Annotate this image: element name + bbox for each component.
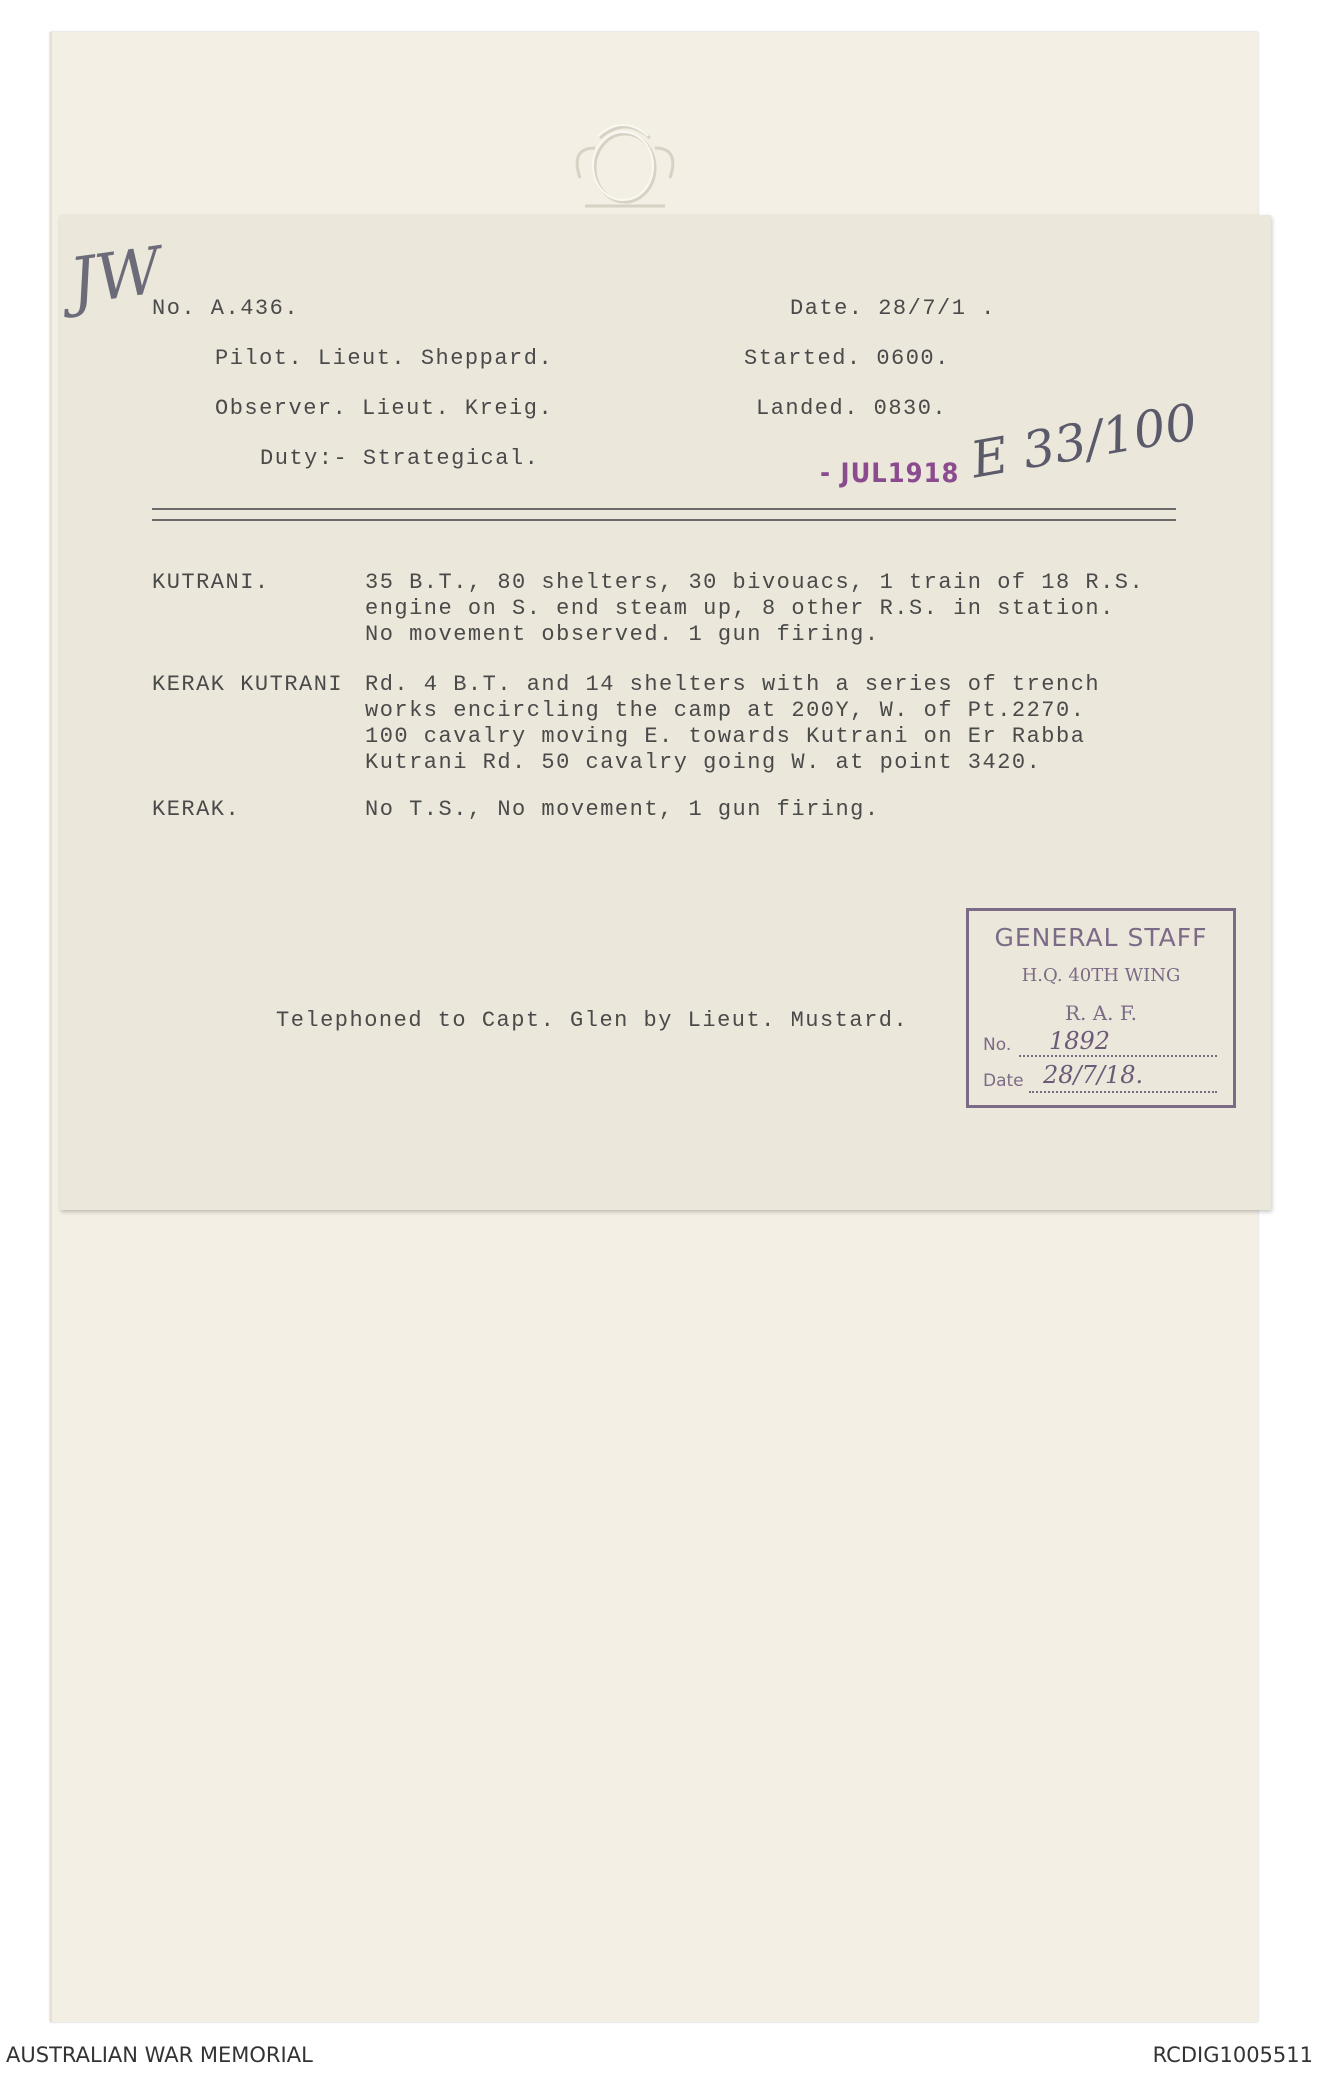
report-line: works encircling the camp at 200Y, W. of Pt.2270. (365, 698, 1086, 723)
embossed-crest-icon (560, 108, 690, 218)
margin-initials: JW (65, 233, 167, 321)
footer-catalogue-id: RCDIG1005511 (1152, 2043, 1313, 2067)
stamp-no-value: 1892 (1049, 1027, 1111, 1055)
received-date-text: JUL1918 (840, 458, 960, 489)
stamp-title: GENERAL STAFF (994, 923, 1208, 952)
footer-institution: AUSTRALIAN WAR MEMORIAL (6, 2043, 313, 2067)
report-place: KERAK. (152, 797, 241, 822)
date-field: Date. 28/7/1 . (790, 296, 996, 321)
stamp-date-value: 28/7/18. (1043, 1061, 1144, 1089)
telephoned-note: Telephoned to Capt. Glen by Lieut. Mustard. (276, 1008, 909, 1033)
general-staff-stamp (966, 908, 1236, 1108)
double-rule-divider (152, 508, 1176, 521)
landed-field: Landed. 0830. (756, 396, 948, 421)
received-date-stamp: - JUL1918 (820, 458, 960, 489)
stamp-unit: H.Q. 40TH WING (1021, 965, 1181, 986)
stamp-no-label: No. (983, 1035, 1012, 1055)
report-line: 35 B.T., 80 shelters, 30 bivouacs, 1 train of 18 R.S. (365, 570, 1145, 595)
report-line: Rd. 4 B.T. and 14 shelters with a series of trench (365, 672, 1101, 697)
report-place: KERAK KUTRANI (152, 672, 344, 697)
observer-field: Observer. Lieut. Kreig. (215, 396, 554, 421)
started-field: Started. 0600. (744, 346, 950, 371)
report-line: No movement observed. 1 gun firing. (365, 622, 880, 647)
report-line: 100 cavalry moving E. towards Kutrani on Er Rabba (365, 724, 1086, 749)
file-reference: E 33/100 (966, 392, 1202, 490)
stamp-date-label: Date (983, 1071, 1024, 1091)
pilot-field: Pilot. Lieut. Sheppard. (215, 346, 554, 371)
stamp-service: R. A. F. (1064, 1001, 1138, 1025)
report-line: engine on S. end steam up, 8 other R.S. in station. (365, 596, 1115, 621)
report-line: Kutrani Rd. 50 cavalry going W. at point 3420. (365, 750, 1042, 775)
report-place: KUTRANI. (152, 570, 270, 595)
duty-field: Duty:- Strategical. (260, 446, 540, 471)
stamp-date-line (1029, 1091, 1217, 1093)
report-line: No T.S., No movement, 1 gun firing. (365, 797, 880, 822)
stamp-no-line (1019, 1055, 1217, 1057)
report-number: No. A.436. (152, 296, 300, 321)
